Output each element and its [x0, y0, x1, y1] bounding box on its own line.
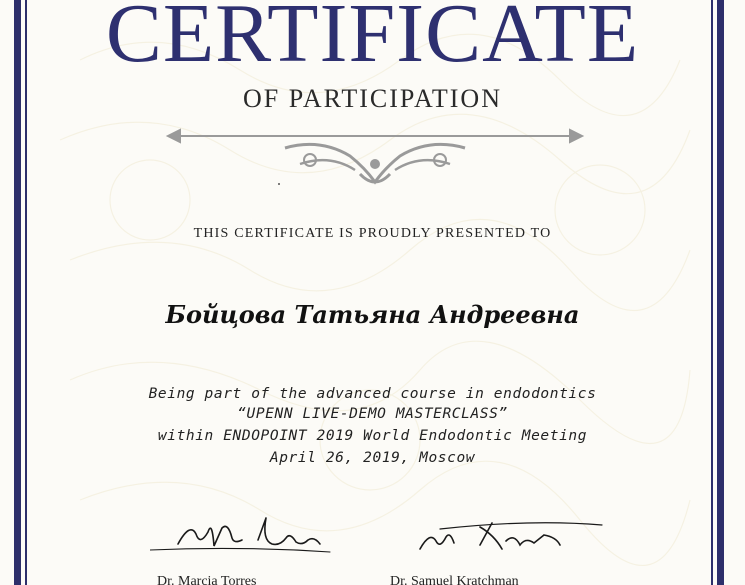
- certificate-subtitle: OF PARTICIPATION: [243, 84, 502, 113]
- signer-left-name: Dr. Marcia Torres: [157, 574, 257, 585]
- signature-right: [410, 515, 610, 560]
- body-line-2: “UPENN LIVE-DEMO MASTERCLASS”: [237, 406, 508, 422]
- recipient-name: Бойцова Татьяна Андреевна: [165, 300, 580, 329]
- certificate-title: CERTIFICATE: [105, 0, 640, 80]
- signature-left: [150, 510, 340, 560]
- signer-right-name: Dr. Samuel Kratchman: [390, 574, 519, 585]
- speck: [278, 183, 280, 185]
- ornament-divider-icon: [160, 124, 590, 194]
- presented-to-text: THIS CERTIFICATE IS PROUDLY PRESENTED TO: [193, 226, 552, 241]
- body-line-3: within ENDOPOINT 2019 World Endodontic Meeting: [157, 428, 588, 444]
- body-line-1: Being part of the advanced course in endodontics: [148, 386, 597, 402]
- body-line-4: April 26, 2019, Moscow: [269, 450, 476, 466]
